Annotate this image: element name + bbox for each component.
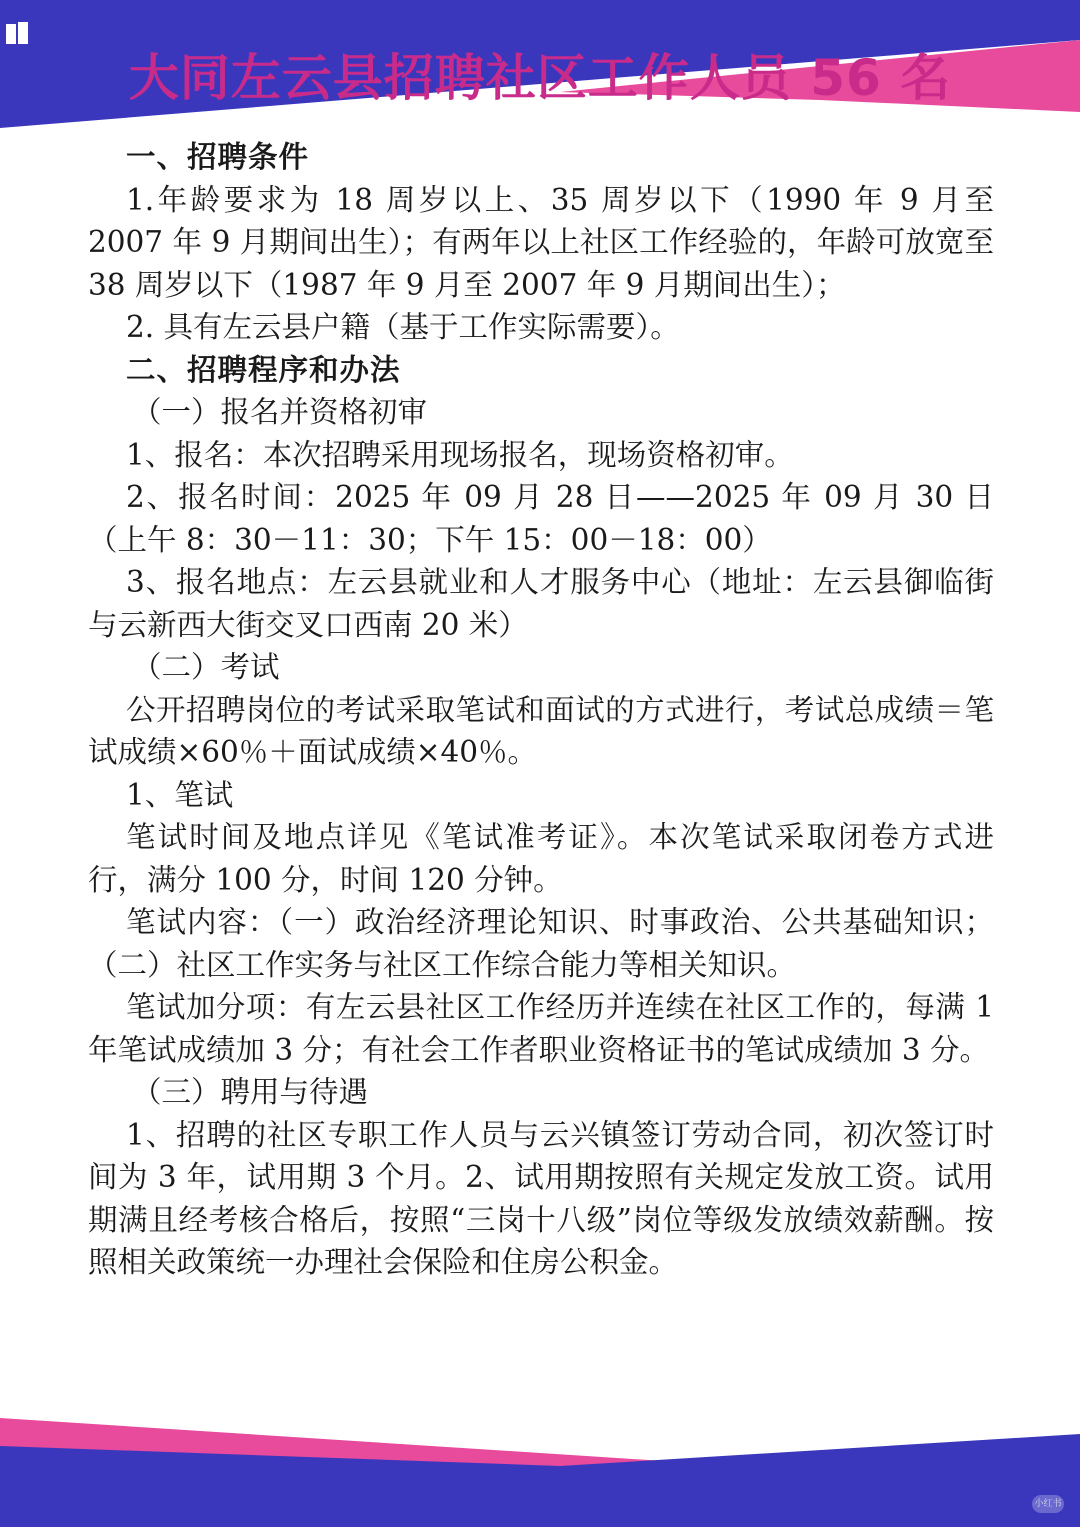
paragraph-written-exam-details: 笔试时间及地点详见《笔试准考证》。本次笔试采取闭卷方式进行，满分 100 分，时间 120 分钟。 (88, 820, 994, 897)
paragraph-employment-details: 1、招聘的社区专职工作人员与云兴镇签订劳动合同，初次签订时间为 3 年，试用期 3 个月。2、试用期按照有关规定发放工资。试用期满且经考核合格后，按照“三岗十八级”岗位等级发放绩效薪酬。按照相关政策统一办理社会保险和住房公积金。 (88, 1117, 994, 1279)
paragraph-registration-location: 3、报名地点：左云县就业和人才服务中心（地址：左云县御临街与云新西大街交叉口西南 20 米） (88, 565, 994, 642)
paragraph-written-exam-content: 笔试内容：（一）政治经济理论知识、时事政治、公共基础知识；（二）社区工作实务与社区工作综合能力等相关知识。 (88, 905, 994, 982)
paragraph-written-exam-heading: 1、笔试 (126, 777, 234, 812)
page-title: 大同左云县招聘社区工作人员 56 名 (128, 49, 952, 107)
book-icon (4, 18, 32, 48)
article-body (88, 136, 994, 1284)
section-heading-conditions: 一、招聘条件 (126, 140, 310, 174)
paragraph-registration-time: 2、报名时间：2025 年 09 月 28 日——2025 年 09 月 30 日（上午 8：30－11：30；下午 15：00－18：00） (88, 480, 994, 557)
paragraph-age-requirement: 1.年龄要求为 18 周岁以上、35 周岁以下（1990 年 9 月至 2007 年 9 月期间出生）；有两年以上社区工作经验的，年龄可放宽至 38 周岁以下（1987 年 9 月至 2007 年 9 月期间出生）； (88, 182, 994, 302)
paragraph-registration: 1、报名：本次招聘采用现场报名，现场资格初审。 (126, 437, 794, 472)
paragraph-household-requirement: 2. 具有左云县户籍（基于工作实际需要）。 (126, 310, 680, 344)
watermark-badge: 小红书 (1032, 1495, 1064, 1513)
subheading-employment: （三）聘用与待遇 (132, 1075, 369, 1109)
subheading-registration: （一）报名并资格初审 (132, 395, 428, 429)
section-heading-procedure: 二、招聘程序和办法 (126, 352, 401, 387)
paragraph-bonus-points: 笔试加分项：有左云县社区工作经历并连续在社区工作的，每满 1 年笔试成绩加 3 分；有社会工作者职业资格证书的笔试成绩加 3 分。 (88, 990, 994, 1067)
paragraph-exam-method: 公开招聘岗位的考试采取笔试和面试的方式进行，考试总成绩＝笔试成绩×60％＋面试成绩×40％。 (88, 692, 994, 769)
subheading-exam: （二）考试 (132, 650, 280, 684)
